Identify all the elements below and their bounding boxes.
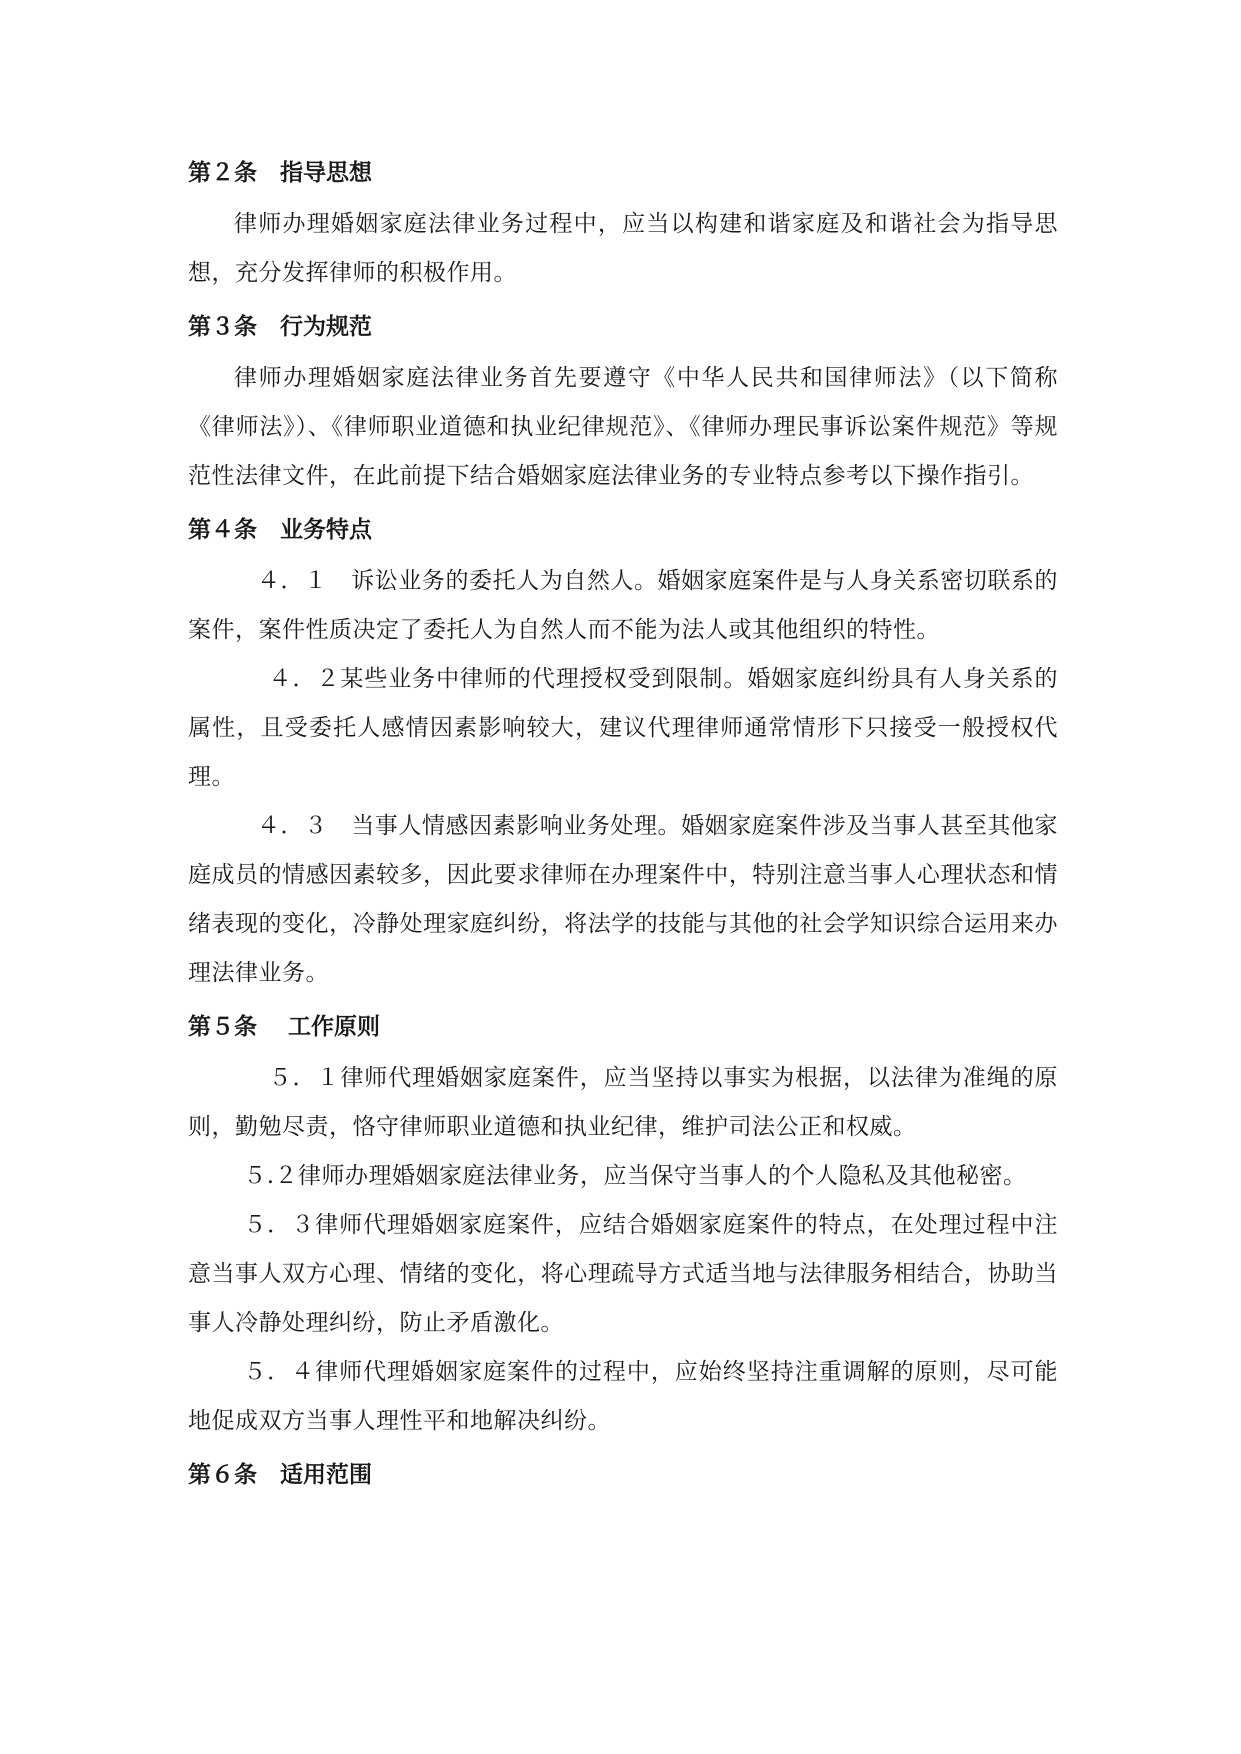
clause-5-1: ５．１律师代理婚姻家庭案件，应当坚持以事实为根据，以法律为准绳的原则，勤勉尽责，恪守律师职业道德和执业纪律，维护司法公正和权威。 — [188, 1065, 1058, 1140]
clause-5-4: ５．４律师代理婚姻家庭案件的过程中，应始终坚持注重调解的原则，尽可能地促成双方当事人理性平和地解决纠纷。 — [188, 1359, 1058, 1434]
article-4-heading: 第４条 业务特点 — [188, 517, 372, 543]
article-5-heading: 第５条 工作原则 — [188, 1014, 381, 1040]
clause-4-1: ４．１ 诉讼业务的委托人为自然人。婚姻家庭案件是与人身关系密切联系的案件，案件性质决定了委托人为自然人而不能为法人或其他组织的特性。 — [188, 568, 1058, 643]
clause-5-2: ５.２律师办理婚姻家庭法律业务，应当保守当事人的个人隐私及其他秘密。 — [243, 1163, 1027, 1189]
document-page — [188, 150, 1058, 1502]
article-2-paragraph: 律师办理婚姻家庭法律业务过程中，应当以构建和谐家庭及和谐社会为指导思想，充分发挥律师的积极作用。 — [188, 211, 1058, 286]
clause-4-3: ４．３ 当事人情感因素影响业务处理。婚姻家庭案件涉及当事人甚至其他家庭成员的情感因素较多，因此要求律师在办理案件中，特别注意当事人心理状态和情绪表现的变化，冷静处理家庭纠纷，将法学的技能与其他的社会学知识综合运用来办理法律业务。 — [188, 813, 1058, 986]
clause-5-3: ５．３律师代理婚姻家庭案件，应结合婚姻家庭案件的特点，在处理过程中注意当事人双方心理、情绪的变化，将心理疏导方式适当地与法律服务相结合，协助当事人冷静处理纠纷，防止矛盾激化。 — [188, 1212, 1058, 1336]
article-2-heading: 第２条 指导思想 — [188, 160, 372, 186]
article-6-heading: 第６条 适用范围 — [188, 1462, 372, 1488]
article-3-heading: 第３条 行为规范 — [188, 314, 372, 340]
clause-4-2: ４．２某些业务中律师的代理授权受到限制。婚姻家庭纠纷具有人身关系的属性，且受委托人感情因素影响较大，建议代理律师通常情形下只接受一般授权代理。 — [188, 666, 1058, 790]
article-3-paragraph: 律师办理婚姻家庭法律业务首先要遵守《中华人民共和国律师法》（以下简称《律师法》）、《律师职业道德和执业纪律规范》、《律师办理民事诉讼案件规范》等规范性法律文件，在此前提下结合婚姻家庭法律业务的专业特点参考以下操作指引。 — [188, 365, 1058, 489]
